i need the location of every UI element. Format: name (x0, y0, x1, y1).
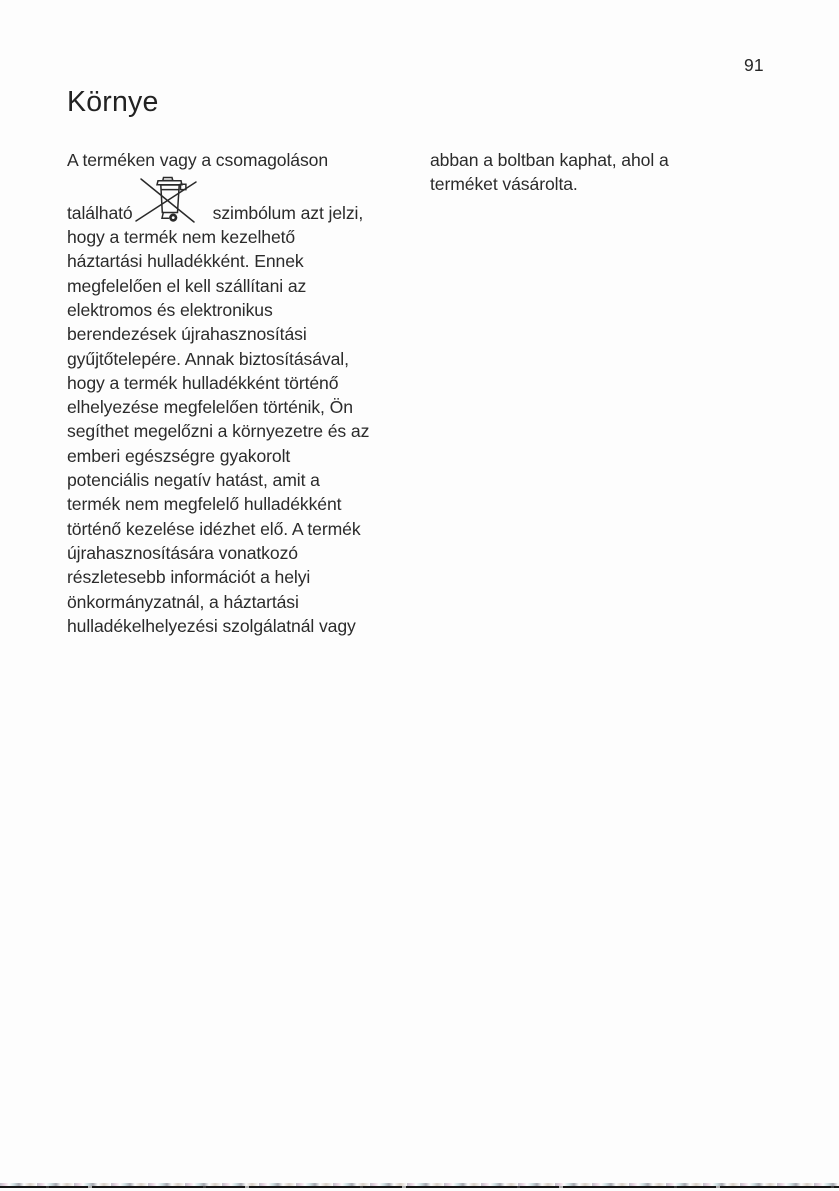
right-column (430, 148, 730, 197)
text-line: újrahasznosítására vonatkozó (67, 542, 298, 563)
text-line: hogy a termék nem kezelhető (67, 227, 296, 248)
text-line: részletesebb információt a helyi (67, 567, 311, 588)
scan-edge-line (0, 1186, 839, 1189)
weee-crossed-bin-icon (133, 217, 213, 219)
text-line: hulladékelhelyezési szolgálatnál vagy (67, 615, 356, 636)
text-line: gyűjtőtelepére. Annak biztosításával, (67, 348, 349, 369)
text-line: termék nem megfelelő hulladékként (67, 494, 342, 515)
text-line: önkormányzatnál, a háztartási (67, 591, 299, 612)
text-line: berendezések újrahasznosítási (67, 324, 307, 345)
text-line: terméket vásárolta. (430, 174, 578, 195)
text-line: emberi egészségre gyakorolt (67, 445, 291, 466)
scan-artifact-bottom-edge (0, 1182, 839, 1191)
page-number: 91 (744, 55, 764, 75)
text-line: hogy a termék hulladékként történő (67, 372, 339, 393)
text-line: abban a boltban kaphat, ahol a (430, 150, 669, 170)
text-line: segíthet megelőzni a környezetre és az (67, 421, 370, 442)
text-line: potenciális negatív hatást, amit a (67, 470, 320, 491)
text-line: elektromos és elektronikus (67, 299, 273, 320)
text-after-symbol: szimbólum azt jelzi, (212, 202, 364, 223)
text-line: A terméken vagy a csomagoláson (67, 150, 329, 170)
text-line: történő kezelése idézhet elő. A termék (67, 518, 361, 539)
text-line: háztartási hulladékként. Ennek (67, 251, 304, 272)
text-before-symbol: található (67, 202, 133, 223)
text-line-with-symbol (67, 201, 439, 225)
left-column (67, 148, 439, 638)
page-title: Környe (67, 86, 159, 118)
text-line: elhelyezése megfelelően történik, Ön (67, 397, 353, 418)
text-line: megfelelően el kell szállítani az (67, 275, 307, 296)
